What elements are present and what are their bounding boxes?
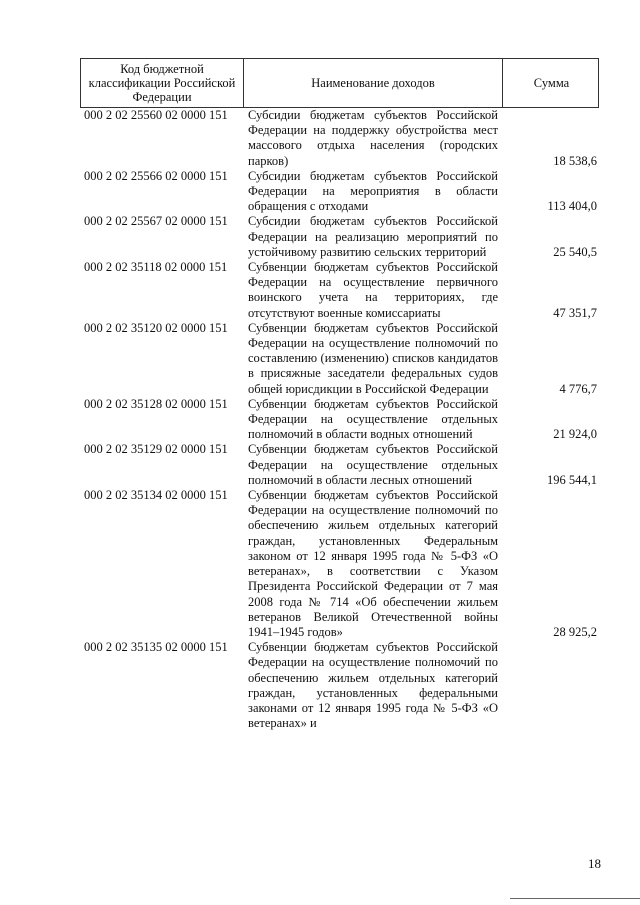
row-code: 000 2 02 35128 02 0000 151: [84, 396, 228, 411]
footer-line: [510, 898, 640, 899]
row-code: 000 2 02 25560 02 0000 151: [84, 108, 228, 122]
row-code: 000 2 02 35129 02 0000 151: [84, 442, 228, 457]
row-sum: 47 351,7: [553, 305, 597, 320]
row-sum: 196 544,1: [547, 472, 597, 487]
table-row: [80, 488, 599, 640]
row-sum: [501, 640, 599, 731]
row-sum: 28 925,2: [553, 624, 597, 639]
table-row: [80, 640, 599, 731]
revenue-table: [80, 58, 599, 731]
row-name: Субсидии бюджетам субъектов Российской Федерации на реализацию мероприятий по устойчивому развитию сельских территорий: [248, 214, 498, 259]
table-row: [80, 397, 599, 443]
row-sum: 4 776,7: [559, 381, 597, 396]
header-name: Наименование доходов: [243, 59, 502, 107]
row-code: 000 2 02 25566 02 0000 151: [84, 168, 228, 183]
row-sum: 21 924,0: [553, 427, 597, 442]
table-row: [80, 321, 599, 397]
header-sum: Сумма: [502, 59, 600, 107]
row-name: Субвенции бюджетам субъектов Российской Федерации на осуществление отдельных полномочий в области водных отношений: [248, 396, 498, 442]
table-row: [80, 169, 599, 215]
row-name: Субвенции бюджетам субъектов Российской Федерации на осуществление полномочий по обеспечению жильем отдельных категорий граждан, установленных Федеральным законом от 12 января 1995 года № 5-ФЗ «О ветеранах», в соответствии с Указом Президента Российской Федерации от 7 мая 2008 года № 714 «Об обеспечении жильем ветеранов Великой Отечественной войны 1941–1945 годов»: [248, 488, 498, 639]
row-sum: 25 540,5: [553, 244, 597, 259]
row-name: Субсидии бюджетам субъектов Российской Федерации на поддержку обустройства мест массового отдыха населения (городских парков): [248, 108, 498, 168]
row-name: Субвенции бюджетам субъектов Российской Федерации на осуществление полномочий по обеспечению жильем отдельных категорий граждан, установленных федеральными законами от 12 января 1995 года № 5-ФЗ «О ветеранах» и: [248, 640, 498, 731]
row-name: Субвенции бюджетам субъектов Российской Федерации на осуществление полномочий по составлению (изменению) списков кандидатов в присяжные заседатели федеральных судов общей юрисдикции в Российской Федерации: [248, 320, 498, 396]
page-number: 18: [588, 856, 601, 871]
row-sum: 18 538,6: [553, 153, 597, 168]
row-name: Субвенции бюджетам субъектов Российской Федерации на осуществление первичного воинского учета на территориях, где отсутствуют военные комиссариаты: [248, 260, 498, 320]
row-name: Субвенции бюджетам субъектов Российской Федерации на осуществление отдельных полномочий в области лесных отношений: [248, 442, 498, 487]
row-code: 000 2 02 35134 02 0000 151: [84, 488, 228, 503]
row-code: 000 2 02 35120 02 0000 151: [84, 320, 228, 335]
row-code: 000 2 02 35135 02 0000 151: [84, 640, 228, 655]
row-code: 000 2 02 35118 02 0000 151: [84, 260, 228, 275]
table-row: [80, 442, 599, 488]
row-sum: 113 404,0: [547, 199, 597, 214]
table-header: [80, 58, 599, 108]
row-code: 000 2 02 25567 02 0000 151: [84, 214, 228, 229]
table-row: [80, 108, 599, 169]
row-name: Субсидии бюджетам субъектов Российской Федерации на мероприятия в области обращения с отходами: [248, 168, 498, 214]
table-row: [80, 260, 599, 321]
header-code: Код бюджетной классификации Российской Федерации: [88, 62, 236, 104]
table-row: [80, 214, 599, 260]
